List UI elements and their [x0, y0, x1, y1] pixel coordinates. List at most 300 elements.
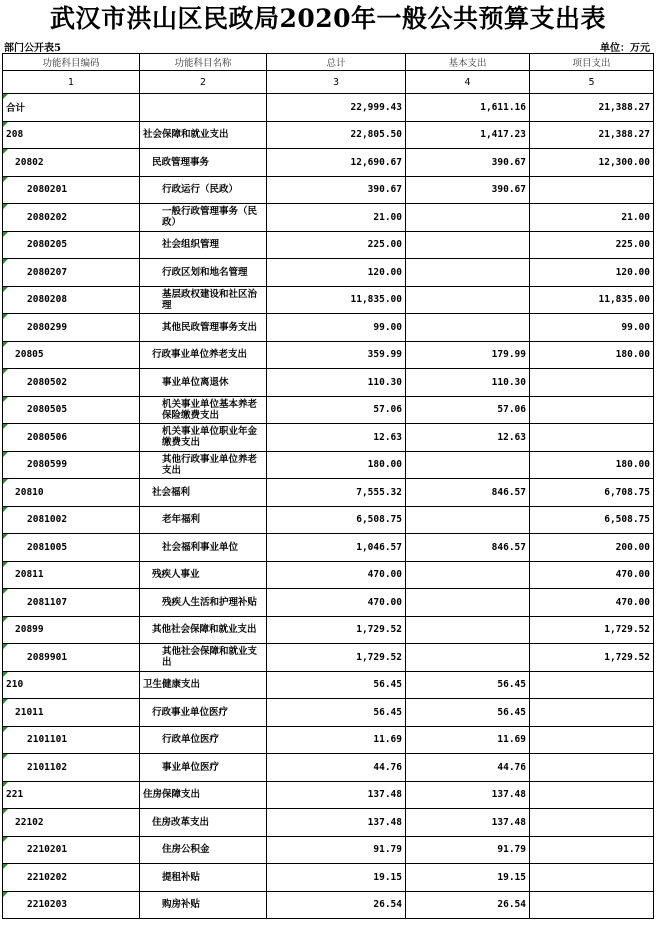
- project-cell-text: 6,508.75: [604, 514, 650, 526]
- name-cell-text: 行政运行（民政）: [162, 184, 239, 196]
- project-cell: [530, 506, 654, 534]
- cell-marker-icon: [3, 617, 8, 622]
- project-cell-text: 21,388.27: [598, 101, 650, 113]
- code-cell-text: 2080502: [27, 376, 68, 388]
- cell-marker-icon: [3, 177, 8, 182]
- cell-marker-icon: [3, 589, 8, 594]
- basic-cell: [406, 424, 530, 452]
- basic-cell: [406, 341, 530, 369]
- total-cell: [267, 891, 406, 919]
- total-cell-text: 56.45: [373, 679, 402, 691]
- code-cell: [3, 809, 140, 837]
- total-cell: [267, 644, 406, 672]
- basic-cell: [406, 616, 530, 644]
- code-cell: [3, 314, 140, 342]
- table-id-label: 部门公开表5: [4, 43, 61, 54]
- name-cell-text: 其他行政事业单位养老支出: [162, 453, 258, 476]
- index-cell: 4: [406, 71, 530, 94]
- name-cell-text: 行政事业单位养老支出: [152, 349, 248, 361]
- project-cell: [530, 231, 654, 259]
- code-cell: [3, 671, 140, 699]
- project-cell: [530, 809, 654, 837]
- cell-marker-icon: [3, 837, 8, 842]
- index-cell: 1: [3, 71, 140, 94]
- code-cell: [3, 726, 140, 754]
- total-cell: [267, 699, 406, 727]
- code-cell: [3, 589, 140, 617]
- table-row: [3, 396, 654, 424]
- basic-cell: [406, 149, 530, 177]
- cell-marker-icon: [3, 122, 8, 127]
- project-cell-text: 470.00: [615, 569, 650, 581]
- name-cell-text: 提租补贴: [162, 871, 201, 883]
- name-cell-text: 残疾人生活和护理补贴: [162, 596, 258, 608]
- code-cell: [3, 479, 140, 507]
- project-cell-text: 12,300.00: [598, 156, 650, 168]
- code-cell-text: 221: [6, 789, 24, 801]
- basic-cell-text: 1,417.23: [480, 129, 526, 141]
- name-cell: [140, 644, 267, 672]
- basic-cell-text: 57.06: [497, 404, 526, 416]
- code-cell-text: 2080299: [27, 321, 68, 333]
- name-cell: [140, 781, 267, 809]
- total-cell: [267, 479, 406, 507]
- total-cell-text: 56.45: [373, 706, 402, 718]
- table-row: [3, 424, 654, 452]
- project-cell: [530, 479, 654, 507]
- project-cell: [530, 341, 654, 369]
- cell-marker-icon: [3, 644, 8, 649]
- total-cell: [267, 396, 406, 424]
- cell-marker-icon: [3, 149, 8, 154]
- name-cell: [140, 204, 267, 232]
- code-cell-text: 208: [6, 129, 24, 141]
- name-cell: [140, 424, 267, 452]
- basic-cell-text: 12.63: [497, 431, 526, 443]
- total-cell: [267, 231, 406, 259]
- basic-cell-text: 56.45: [497, 679, 526, 691]
- name-cell-text: 行政区划和地名管理: [162, 266, 248, 278]
- code-cell: [3, 369, 140, 397]
- cell-marker-icon: [3, 699, 8, 704]
- code-cell: [3, 204, 140, 232]
- name-cell: [140, 726, 267, 754]
- total-cell-text: 120.00: [367, 266, 402, 278]
- code-cell: [3, 231, 140, 259]
- code-cell: [3, 534, 140, 562]
- name-cell-text: 卫生健康支出: [143, 679, 201, 691]
- name-cell-text: 事业单位医疗: [162, 761, 220, 773]
- project-cell-text: 11,835.00: [598, 294, 650, 306]
- basic-cell: [406, 231, 530, 259]
- total-cell: [267, 864, 406, 892]
- basic-cell-text: 110.30: [491, 376, 526, 388]
- basic-cell: [406, 94, 530, 122]
- project-cell-text: 120.00: [615, 266, 650, 278]
- table-row: [3, 781, 654, 809]
- name-cell-text: 住房改革支出: [152, 816, 210, 828]
- total-cell: [267, 726, 406, 754]
- header-name: 功能科目名称: [140, 54, 267, 71]
- project-cell: [530, 781, 654, 809]
- total-cell: [267, 589, 406, 617]
- table-row: [3, 891, 654, 919]
- cell-marker-icon: [3, 204, 8, 209]
- cell-marker-icon: [3, 424, 8, 429]
- cell-marker-icon: [3, 864, 8, 869]
- name-cell: [140, 341, 267, 369]
- header-code: 功能科目编码: [3, 54, 140, 71]
- table-row: [3, 314, 654, 342]
- total-cell-text: 359.99: [367, 349, 402, 361]
- code-cell-text: 20810: [15, 486, 44, 498]
- project-cell: [530, 314, 654, 342]
- table-row: [3, 644, 654, 672]
- cell-marker-icon: [3, 479, 8, 484]
- total-cell-text: 390.67: [367, 184, 402, 196]
- basic-cell: [406, 781, 530, 809]
- code-cell-text: 2081107: [27, 596, 68, 608]
- basic-cell-text: 846.57: [491, 541, 526, 553]
- name-cell: [140, 396, 267, 424]
- table-row: [3, 589, 654, 617]
- project-cell: [530, 451, 654, 479]
- total-cell: [267, 451, 406, 479]
- code-cell: [3, 424, 140, 452]
- table-row: [3, 259, 654, 287]
- project-cell-text: 225.00: [615, 239, 650, 251]
- total-cell: [267, 809, 406, 837]
- code-cell-text: 2210201: [27, 844, 68, 856]
- total-cell-text: 470.00: [367, 596, 402, 608]
- total-cell: [267, 314, 406, 342]
- basic-cell: [406, 176, 530, 204]
- cell-marker-icon: [3, 342, 8, 347]
- basic-cell: [406, 836, 530, 864]
- code-cell: [3, 286, 140, 314]
- table-row: [3, 176, 654, 204]
- name-cell: [140, 864, 267, 892]
- project-cell: [530, 561, 654, 589]
- code-cell: [3, 451, 140, 479]
- code-cell-text: 2210202: [27, 871, 68, 883]
- basic-cell: [406, 754, 530, 782]
- name-cell: [140, 589, 267, 617]
- basic-cell-text: 390.67: [491, 156, 526, 168]
- total-cell: [267, 286, 406, 314]
- total-cell-text: 11.69: [373, 734, 402, 746]
- code-cell-text: 2080205: [27, 239, 68, 251]
- basic-cell: [406, 589, 530, 617]
- total-cell: [267, 424, 406, 452]
- cell-marker-icon: [3, 452, 8, 457]
- code-cell-text: 20811: [15, 569, 44, 581]
- project-cell: [530, 259, 654, 287]
- name-cell-text: 住房保障支出: [143, 789, 201, 801]
- table-row: [3, 286, 654, 314]
- total-cell-text: 6,508.75: [356, 514, 402, 526]
- total-cell-text: 470.00: [367, 569, 402, 581]
- table-row: [3, 121, 654, 149]
- project-cell: [530, 754, 654, 782]
- table-row: [3, 204, 654, 232]
- basic-cell: [406, 561, 530, 589]
- total-cell-text: 225.00: [367, 239, 402, 251]
- basic-cell: [406, 121, 530, 149]
- code-cell-text: 210: [6, 679, 24, 691]
- table-row: [3, 726, 654, 754]
- basic-cell-text: 56.45: [497, 706, 526, 718]
- table-row: [3, 864, 654, 892]
- total-cell: [267, 121, 406, 149]
- name-cell: [140, 314, 267, 342]
- basic-cell-text: 19.15: [497, 871, 526, 883]
- total-cell: [267, 836, 406, 864]
- name-cell-text: 其他社会保障和就业支出: [162, 646, 258, 669]
- name-cell: [140, 506, 267, 534]
- code-cell: [3, 259, 140, 287]
- project-cell: [530, 891, 654, 919]
- basic-cell: [406, 396, 530, 424]
- basic-cell: [406, 369, 530, 397]
- header-row: [3, 54, 654, 71]
- name-cell-text: 其他社会保障和就业支出: [152, 624, 257, 636]
- total-cell: [267, 754, 406, 782]
- project-cell-text: 99.00: [621, 321, 650, 333]
- basic-cell: [406, 479, 530, 507]
- code-cell-text: 2089901: [27, 651, 68, 663]
- name-cell: [140, 534, 267, 562]
- unit-label: 单位：万元: [600, 43, 650, 54]
- total-cell: [267, 204, 406, 232]
- cell-marker-icon: [3, 507, 8, 512]
- name-cell: [140, 479, 267, 507]
- code-cell-text: 2080505: [27, 404, 68, 416]
- code-cell-text: 20805: [15, 349, 44, 361]
- basic-cell: [406, 314, 530, 342]
- total-cell-text: 21.00: [373, 211, 402, 223]
- budget-table: [2, 53, 654, 919]
- code-cell-text: 2080207: [27, 266, 68, 278]
- name-cell: [140, 754, 267, 782]
- cell-marker-icon: [3, 754, 8, 759]
- cell-marker-icon: [3, 232, 8, 237]
- total-cell: [267, 259, 406, 287]
- cell-marker-icon: [3, 369, 8, 374]
- code-cell-text: 2080506: [27, 431, 68, 443]
- basic-cell: [406, 726, 530, 754]
- basic-cell: [406, 204, 530, 232]
- project-cell-text: 21.00: [621, 211, 650, 223]
- code-cell: [3, 891, 140, 919]
- cell-marker-icon: [3, 892, 8, 897]
- total-cell-text: 7,555.32: [356, 486, 402, 498]
- total-cell-text: 180.00: [367, 459, 402, 471]
- table-row: [3, 534, 654, 562]
- total-cell: [267, 341, 406, 369]
- name-cell: [140, 231, 267, 259]
- code-cell-text: 20899: [15, 624, 44, 636]
- total-cell-text: 12,690.67: [350, 156, 402, 168]
- basic-cell-text: 91.79: [497, 844, 526, 856]
- code-cell: [3, 644, 140, 672]
- basic-cell-text: 137.48: [491, 816, 526, 828]
- basic-cell-text: 44.76: [497, 761, 526, 773]
- project-cell: [530, 589, 654, 617]
- project-cell: [530, 836, 654, 864]
- name-cell-text: 住房公积金: [162, 844, 210, 856]
- project-cell: [530, 149, 654, 177]
- total-cell-text: 1,046.57: [356, 541, 402, 553]
- table-row: [3, 754, 654, 782]
- table-row: [3, 561, 654, 589]
- code-cell-text: 2081005: [27, 541, 68, 553]
- table-row: [3, 506, 654, 534]
- code-cell: [3, 94, 140, 122]
- project-cell-text: 200.00: [615, 541, 650, 553]
- basic-cell: [406, 891, 530, 919]
- name-cell-text: 社会福利事业单位: [162, 541, 239, 553]
- basic-cell: [406, 506, 530, 534]
- name-cell: [140, 616, 267, 644]
- cell-marker-icon: [3, 562, 8, 567]
- index-row: [3, 71, 654, 94]
- table-row: [3, 94, 654, 122]
- header-basic: 基本支出: [406, 54, 530, 71]
- table-row: [3, 341, 654, 369]
- total-cell-text: 26.54: [373, 899, 402, 911]
- name-cell-text: 残疾人事业: [152, 569, 200, 581]
- total-cell-text: 1,729.52: [356, 651, 402, 663]
- total-cell-text: 137.48: [367, 816, 402, 828]
- code-cell: [3, 754, 140, 782]
- name-cell-text: 一般行政管理事务（民政）: [162, 206, 258, 229]
- project-cell: [530, 396, 654, 424]
- basic-cell: [406, 259, 530, 287]
- basic-cell: [406, 534, 530, 562]
- project-cell: [530, 94, 654, 122]
- code-cell-text: 合计: [6, 103, 26, 115]
- code-cell-text: 2080201: [27, 184, 68, 196]
- table-row: [3, 231, 654, 259]
- name-cell-text: 机关事业单位职业年金缴费支出: [162, 426, 258, 449]
- basic-cell-text: 137.48: [491, 789, 526, 801]
- table-row: [3, 671, 654, 699]
- project-cell-text: 21,388.27: [598, 129, 650, 141]
- code-cell: [3, 616, 140, 644]
- index-cell: 2: [140, 71, 267, 94]
- code-cell: [3, 341, 140, 369]
- code-cell: [3, 121, 140, 149]
- project-cell-text: 180.00: [615, 459, 650, 471]
- table-row: [3, 451, 654, 479]
- cell-marker-icon: [3, 534, 8, 539]
- name-cell-text: 基层政权建设和社区治理: [162, 288, 258, 311]
- cell-marker-icon: [3, 259, 8, 264]
- code-cell: [3, 561, 140, 589]
- name-cell: [140, 451, 267, 479]
- cell-marker-icon: [3, 809, 8, 814]
- total-cell-text: 91.79: [373, 844, 402, 856]
- name-cell-text: 购房补贴: [162, 899, 201, 911]
- code-cell-text: 2081002: [27, 514, 68, 526]
- code-cell-text: 2080599: [27, 459, 68, 471]
- basic-cell: [406, 451, 530, 479]
- total-cell-text: 137.48: [367, 789, 402, 801]
- table-row: [3, 809, 654, 837]
- project-cell: [530, 699, 654, 727]
- name-cell-text: 机关事业单位基本养老保险缴费支出: [162, 398, 258, 421]
- project-cell: [530, 121, 654, 149]
- project-cell: [530, 671, 654, 699]
- name-cell-text: 老年福利: [162, 514, 201, 526]
- name-cell-text: 社会保障和就业支出: [143, 129, 229, 141]
- total-cell: [267, 369, 406, 397]
- project-cell: [530, 534, 654, 562]
- code-cell: [3, 781, 140, 809]
- index-cell: 3: [267, 71, 406, 94]
- name-cell: [140, 149, 267, 177]
- name-cell: [140, 369, 267, 397]
- basic-cell-text: 26.54: [497, 899, 526, 911]
- index-cell: 5: [530, 71, 654, 94]
- basic-cell: [406, 699, 530, 727]
- header-project: 项目支出: [530, 54, 654, 71]
- project-cell: [530, 176, 654, 204]
- project-cell: [530, 204, 654, 232]
- basic-cell: [406, 809, 530, 837]
- project-cell: [530, 864, 654, 892]
- total-cell: [267, 671, 406, 699]
- project-cell: [530, 616, 654, 644]
- total-cell-text: 22,805.50: [350, 129, 402, 141]
- name-cell-text: 行政事业单位医疗: [152, 706, 229, 718]
- code-cell-text: 2101102: [27, 761, 68, 773]
- code-cell-text: 2080208: [27, 294, 68, 306]
- project-cell: [530, 424, 654, 452]
- total-cell: [267, 506, 406, 534]
- basic-cell-text: 846.57: [491, 486, 526, 498]
- name-cell-text: 其他民政管理事务支出: [162, 321, 258, 333]
- table-row: [3, 369, 654, 397]
- project-cell-text: 180.00: [615, 349, 650, 361]
- code-cell: [3, 149, 140, 177]
- basic-cell: [406, 671, 530, 699]
- name-cell: [140, 699, 267, 727]
- cell-marker-icon: [3, 397, 8, 402]
- code-cell: [3, 176, 140, 204]
- cell-marker-icon: [3, 314, 8, 319]
- name-cell: [140, 671, 267, 699]
- table-row: [3, 149, 654, 177]
- project-cell-text: 470.00: [615, 596, 650, 608]
- code-cell-text: 21011: [15, 706, 44, 718]
- code-cell-text: 2210203: [27, 899, 68, 911]
- code-cell: [3, 864, 140, 892]
- project-cell: [530, 644, 654, 672]
- total-cell-text: 44.76: [373, 761, 402, 773]
- code-cell-text: 20802: [15, 156, 44, 168]
- name-cell-text: 事业单位离退休: [162, 376, 229, 388]
- total-cell: [267, 616, 406, 644]
- project-cell-text: 1,729.52: [604, 624, 650, 636]
- total-cell-text: 19.15: [373, 871, 402, 883]
- basic-cell: [406, 644, 530, 672]
- cell-marker-icon: [3, 782, 8, 787]
- project-cell: [530, 369, 654, 397]
- name-cell: [140, 259, 267, 287]
- code-cell: [3, 396, 140, 424]
